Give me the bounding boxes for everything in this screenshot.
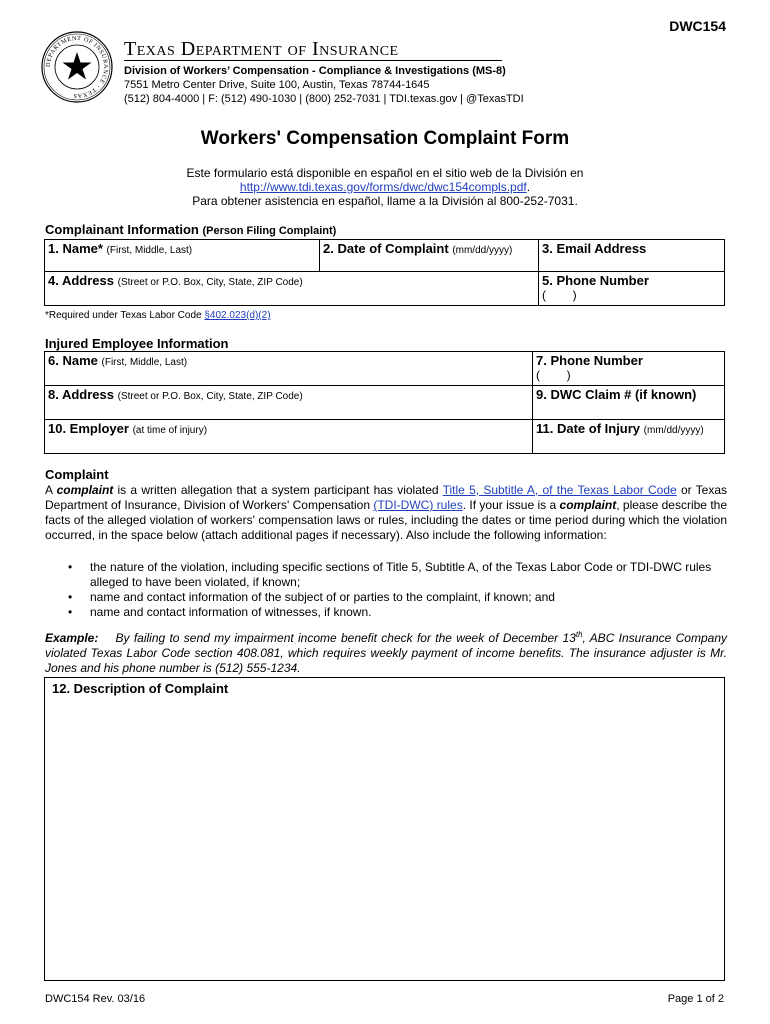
field-3-email[interactable] [539,240,725,272]
example-label: Example: [45,631,99,645]
employee-table [44,351,725,454]
field-2-hint: (mm/dd/yyyy) [452,245,513,256]
field-5-label: 5. Phone Number [542,273,649,288]
complaint-paragraph [45,483,727,543]
complaint-text-a: A [45,483,57,497]
labor-code-title-link[interactable]: Title 5, Subtitle A, of the Texas Labor Code [442,483,677,497]
spanish-form-link[interactable]: http://www.tdi.texas.gov/forms/dwc/dwc154compls.pdf [239,180,527,194]
field-5-phone[interactable] [539,272,725,306]
field-5-area-code: ( ) [542,288,577,302]
bullet-item [60,590,720,605]
field-7-area-code: ( ) [536,368,571,382]
tdi-seal-logo [40,30,114,104]
complaint-text-d: . If your issue is a [462,498,560,512]
bullet-text: name and contact information of the subject of or parties to the complaint, if known; and [90,590,555,604]
field-8-label: 8. Address [48,387,114,402]
complaint-text-b: is a written allegation that a system participant has violated [113,483,443,497]
field-7-label: 7. Phone Number [536,353,643,368]
example-sup: th [575,630,583,639]
field-10-employer[interactable] [45,420,533,454]
intro-line-1: Este formulario está disponible en español en el sitio web de la División en [186,166,584,180]
header-rule [124,60,502,61]
intro-line-3: Para obtener asistencia en español, llame a la División al 800-252-7031. [192,194,578,208]
description-label: 12. Description of Complaint [52,681,229,696]
field-11-label: 11. Date of Injury [536,421,641,436]
example-text-b: , ABC Insurance Company violated Texas Labor Code section 408.081, which requires weekly payment of income benefits. The insurance adjuster is Mr. Jones and his phone number is (512) 555-1234. [45,631,727,675]
complainant-heading-sub: (Person Filing Complaint) [202,225,337,237]
field-11-injury-date[interactable] [533,420,725,454]
bullet-glyph: • [68,605,73,619]
bullet-item [60,605,720,620]
description-textarea[interactable] [44,677,725,981]
address-line: 7551 Metro Center Drive, Suite 100, Austin, Texas 78744-1645 [124,79,430,91]
form-code: DWC154 [669,18,726,34]
page-title: Workers' Compensation Complaint Form [200,128,570,149]
field-8-hint: (Street or P.O. Box, City, State, ZIP Code) [117,391,303,402]
field-10-hint: (at time of injury) [132,425,208,436]
complaint-term-1: complaint [56,483,114,497]
field-10-label: 10. Employer [48,421,129,436]
complainant-heading-text: Complainant Information [45,222,199,237]
example-paragraph [45,627,727,676]
field-11-hint: (mm/dd/yyyy) [643,425,704,436]
field-4-label: 4. Address [48,273,114,288]
contact-line: (512) 804-4000 | F: (512) 490-1030 | (800) 252-7031 | TDI.texas.gov | @TexasTDI [124,93,524,105]
bullet-item [60,560,720,590]
bullet-text: the nature of the violation, including specific sections of Title 5, Subtitle A, of the Texas Labor Code or TDI-DWC rules alleged to have been violated, if known; [90,560,712,589]
field-9-claim[interactable] [533,386,725,420]
tdi-dwc-rules-link[interactable]: (TDI-DWC) rules [373,498,463,512]
complaint-heading: Complaint [45,467,109,482]
field-4-hint: (Street or P.O. Box, City, State, ZIP Code) [117,277,303,288]
intro-line-2 [0,180,770,194]
complaint-text-e: , please describe the facts of the alleged violation of workers' compensation laws or rules, including the dates or time period during which the violation occurred, in the space below (attach additional pages if necessary). Also include the following information: [45,498,727,542]
field-7-phone[interactable] [533,352,725,386]
example-text-a: By failing to send my impairment income benefit check for the week of December 13 [115,631,576,645]
field-6-label: 6. Name [48,353,98,368]
field-9-label: 9. DWC Claim # (if known) [536,387,697,402]
agency-name-text: Texas Department of Insurance [124,38,399,60]
required-note-text: *Required under Texas Labor Code [45,310,205,321]
field-3-label: 3. Email Address [542,241,647,256]
field-2-date[interactable] [320,240,539,272]
field-4-address[interactable] [45,272,539,306]
field-6-name[interactable] [45,352,533,386]
bullet-glyph: • [68,590,73,604]
field-1-name[interactable] [45,240,320,272]
employee-heading: Injured Employee Information [45,336,229,351]
footer-page-number: Page 1 of 2 [667,993,724,1005]
seal-text: DEPARTMENT OF INSURANCE · TEXAS [44,34,110,100]
division-line: Division of Workers’ Compensation - Compliance & Investigations (MS-8) [124,65,506,77]
field-2-label: 2. Date of Complaint [323,241,449,256]
agency-name [124,38,399,61]
field-1-hint: (First, Middle, Last) [106,245,193,256]
bullet-glyph: • [68,560,73,574]
intro-url-period: . [526,180,531,194]
complaint-bullet-list [60,560,720,620]
complaint-text-c: or Texas Department of Insurance, Division of Workers' Compensation [45,483,727,512]
footer-revision: DWC154 Rev. 03/16 [45,993,146,1005]
complainant-heading [45,222,336,237]
field-6-hint: (First, Middle, Last) [101,357,188,368]
required-note [45,310,271,321]
complainant-table [44,239,725,306]
complaint-term-2: complaint [559,498,617,512]
field-8-address[interactable] [45,386,533,420]
labor-code-link[interactable]: §402.023(d)(2) [204,310,271,321]
bullet-text: name and contact information of witnesses, if known. [90,605,372,619]
field-1-label: 1. Name* [48,241,103,256]
